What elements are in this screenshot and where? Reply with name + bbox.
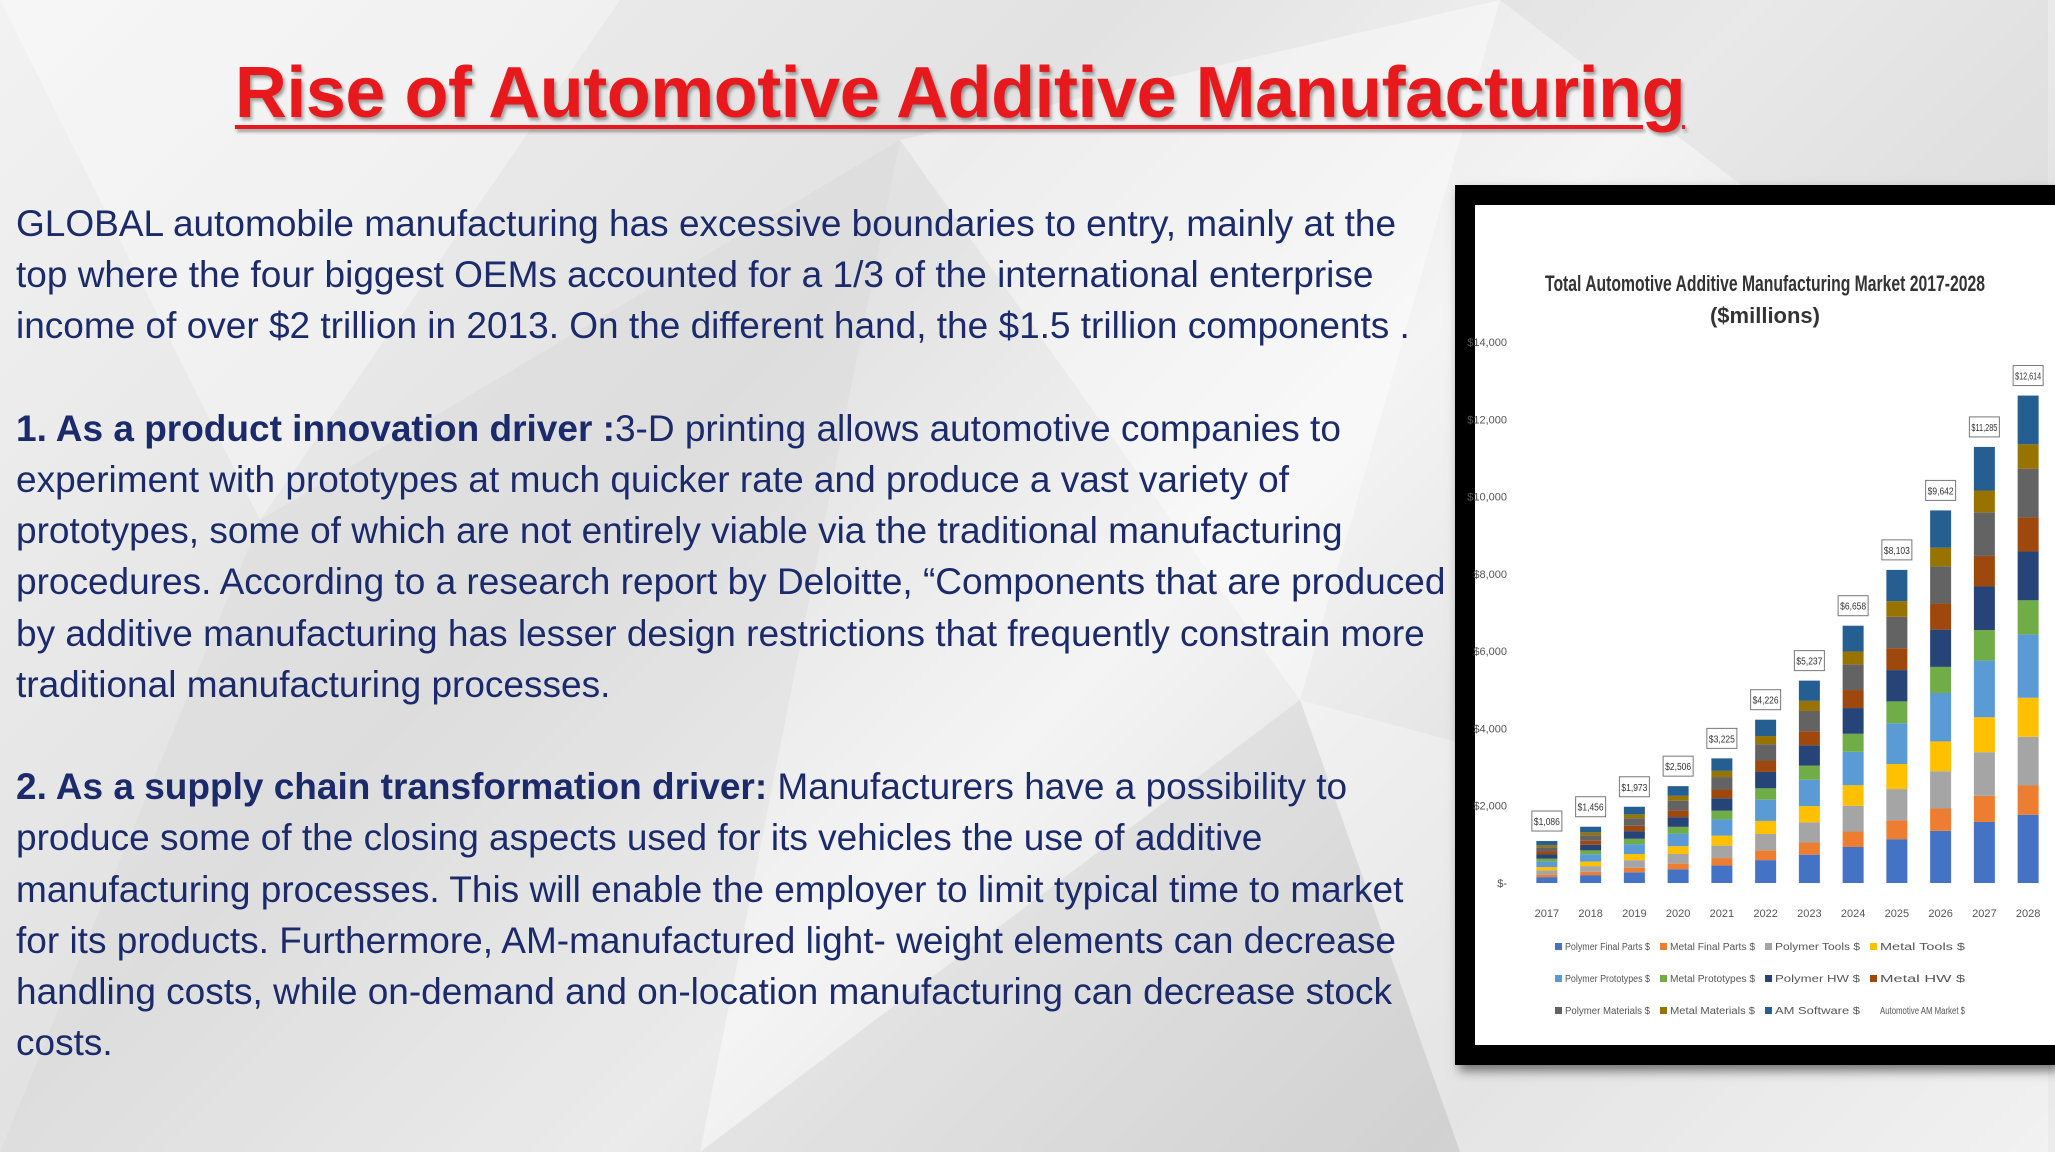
bar-segment [1930, 604, 1951, 630]
bar-segment [1886, 723, 1907, 764]
slide-body [16, 198, 1456, 1068]
bar-segment [1755, 761, 1776, 772]
bar-segment [1843, 651, 1864, 664]
bar-segment [1799, 701, 1820, 711]
legend-swatch [1555, 943, 1562, 950]
bar-segment [1974, 512, 1995, 556]
value-label: $1,973 [1621, 782, 1648, 794]
y-tick-label: $10,000 [1467, 491, 1507, 504]
bar-segment [1624, 839, 1645, 844]
legend-swatch [1555, 1007, 1562, 1014]
bar-segment [1711, 777, 1732, 789]
x-tick-label: 2022 [1753, 908, 1778, 920]
bar-segment [1580, 850, 1601, 854]
bar-segment [1799, 731, 1820, 745]
bar-segment [1974, 447, 1995, 491]
bar-segment [1930, 693, 1951, 741]
bar-segment [2018, 786, 2039, 815]
bar-segment [1843, 752, 1864, 785]
bar-segment [1843, 806, 1864, 832]
bar-segment [1755, 800, 1776, 821]
bar-segment [1711, 811, 1732, 820]
bar-segment [2018, 600, 2039, 634]
bar-segment [1580, 854, 1601, 861]
bar-segment [1711, 866, 1732, 883]
bar-segment [1668, 854, 1689, 864]
bar-segment [2018, 737, 2039, 786]
bar-segment [1668, 801, 1689, 811]
bar-segment [1668, 869, 1689, 883]
value-label: $1,086 [1533, 817, 1561, 829]
bar-segment [1536, 877, 1557, 883]
legend-swatch [1870, 975, 1877, 982]
bar-segment [1843, 734, 1864, 752]
bar-segment [2018, 634, 2039, 697]
legend-swatch [1660, 975, 1667, 982]
bar-segment [1668, 810, 1689, 817]
point-1-paragraph [16, 403, 1456, 710]
bar-segment [1799, 822, 1820, 842]
legend-swatch [1765, 1007, 1772, 1014]
bar-segment [1930, 548, 1951, 567]
x-tick-label: 2017 [1534, 908, 1560, 920]
bar-segment [1799, 780, 1820, 806]
bar-segment [1711, 858, 1732, 865]
y-axis [1467, 337, 1507, 890]
x-tick-label: 2024 [1840, 908, 1866, 920]
bar-segment [1711, 771, 1732, 777]
bar-segment [1930, 510, 1951, 547]
bar-segment [1624, 860, 1645, 868]
chart-image [1467, 205, 2055, 1045]
bar-segment [1930, 667, 1951, 693]
bar-segment [1799, 806, 1820, 822]
bar-segment [2018, 469, 2039, 518]
legend-label: Polymer Materials $ [1565, 1006, 1651, 1017]
legend-label: Metal Tools $ [1880, 942, 1966, 953]
value-label: $1,456 [1577, 802, 1604, 814]
bar-segment [1580, 875, 1601, 883]
bar-segment [1974, 717, 1995, 752]
bar-segment [1580, 862, 1601, 867]
legend-swatch [1555, 975, 1562, 982]
y-tick-label: $14,000 [1467, 337, 1507, 349]
bar-segment [1755, 821, 1776, 834]
bar-segment [1580, 866, 1601, 872]
bar-segment [1930, 771, 1951, 808]
bar-segment [1668, 817, 1689, 827]
bar-segment [1843, 708, 1864, 734]
bar-segment [1755, 720, 1776, 736]
bar-segment [1886, 648, 1907, 670]
bar-segment [1886, 570, 1907, 601]
point-1-heading: 1. As a product innovation driver : [16, 407, 615, 449]
point-2-paragraph [16, 761, 1456, 1068]
bar-segment [1536, 859, 1557, 862]
bar-segment [1974, 796, 1995, 822]
bar-segment [1799, 681, 1820, 701]
x-tick-label: 2021 [1709, 908, 1735, 920]
bar-segment [1624, 826, 1645, 831]
y-tick-label: $- [1497, 878, 1507, 890]
bar-segment [2018, 396, 2039, 445]
bar-segment [1974, 556, 1995, 587]
bar-segment [2018, 815, 2039, 883]
y-tick-label: $6,000 [1473, 646, 1507, 659]
legend-label: Polymer Tools $ [1775, 942, 1861, 953]
bar-segment [1755, 788, 1776, 799]
bar-segment [1624, 807, 1645, 815]
bar-segment [1580, 841, 1601, 845]
y-tick-label: $12,000 [1467, 414, 1507, 427]
bar-segment [1668, 846, 1689, 854]
legend-swatch [1660, 943, 1667, 950]
bar-segment [1843, 664, 1864, 690]
x-axis [1535, 908, 2041, 920]
bar-segment [1668, 827, 1689, 834]
chart-legend [1555, 942, 1966, 1017]
legend-label: Polymer Final Parts $ [1565, 942, 1651, 953]
legend-label: Metal Prototypes $ [1670, 974, 1756, 985]
x-tick-label: 2025 [1884, 908, 1910, 920]
bar-segment [1711, 846, 1732, 858]
bar-segment [1755, 860, 1776, 883]
bar-segment [1974, 661, 1995, 718]
x-tick-label: 2027 [1972, 908, 1997, 920]
x-tick-label: 2018 [1578, 908, 1603, 920]
bar-segment [1536, 854, 1557, 858]
x-tick-label: 2026 [1928, 908, 1953, 920]
intro-paragraph: GLOBAL automobile manufacturing has excessive boundaries to entry, mainly at the top where the four biggest OEMs accounted for a 1/3 of the international enterprise income of over $2 trillion in 2013. On the different hand, the $1.5 trillion components . [16, 203, 1410, 347]
bar-segment [1536, 875, 1557, 878]
bar-segment [1799, 711, 1820, 731]
bar-segment [2018, 444, 2039, 468]
bar-segment [1974, 630, 1995, 661]
bar-segment [1580, 827, 1601, 833]
bar-segment [1974, 586, 1995, 630]
bar-segment [1711, 790, 1732, 799]
legend-label: Metal Materials $ [1670, 1006, 1756, 1017]
bar-segment [1843, 626, 1864, 652]
legend-label: Automotive AM Market $ [1880, 1006, 1966, 1017]
bar-segment [1624, 818, 1645, 826]
legend-label: Metal HW $ [1880, 974, 1966, 985]
bar-segment [1930, 741, 1951, 771]
point-2-text: Manufacturers have a possibility to produce some of the closing aspects used for its vehicles the use of additive manufacturing processes. This will enable the employer to limit typical time to market for its products. Furthermore, AM-manufactured light- weight elements can decrease handling costs, while on-demand and on-location manufacturing can decrease stock costs. [16, 766, 1404, 1064]
bar-segment [1624, 831, 1645, 839]
bar-segment [1843, 785, 1864, 806]
bar-segment [1668, 786, 1689, 796]
bar-segment [1711, 836, 1732, 846]
bar-segment [2018, 552, 2039, 601]
bar-segment [1886, 701, 1907, 723]
bar-segment [1711, 819, 1732, 835]
bar-segment [1799, 766, 1820, 780]
bar-segment [1755, 850, 1776, 860]
bar-segment [1799, 855, 1820, 883]
value-label: $5,237 [1796, 656, 1823, 668]
market-bar-chart [1467, 205, 2055, 1045]
bar-segment [1974, 822, 1995, 883]
bar-segment [1624, 868, 1645, 873]
bar-segment [1536, 870, 1557, 874]
chart-subtitle: ($millions) [1709, 303, 1821, 328]
bar-segment [1755, 772, 1776, 788]
bar-segment [1624, 814, 1645, 818]
value-label: $8,103 [1883, 545, 1911, 557]
bar-segment [1580, 872, 1601, 875]
bar-segment [1536, 841, 1557, 845]
bar-segment [1668, 864, 1689, 870]
bar-segment [1755, 744, 1776, 760]
legend-label: AM Software $ [1775, 1006, 1861, 1017]
bar-segment [1799, 745, 1820, 765]
legend-label: Polymer HW $ [1775, 974, 1861, 985]
value-label: $3,225 [1708, 734, 1736, 746]
bar-segment [1711, 798, 1732, 810]
bar-segment [1886, 764, 1907, 789]
point-1-text: 3-D printing allows automotive companies to experiment with prototypes at much quicker rate and produce a vast variety of prototypes, some of which are not entirely viable via the traditional manufacturing procedures. According to a research report by Deloitte, “Components that are produced by additive manufacturing has lesser design restrictions that frequently constrain more traditional manufacturing processes. [16, 407, 1446, 705]
bar-segment [1536, 867, 1557, 870]
bar-segment [1755, 834, 1776, 850]
x-tick-label: 2019 [1622, 908, 1647, 920]
bar-segment [1930, 566, 1951, 603]
bar-segment [1668, 834, 1689, 847]
value-label: $2,506 [1665, 762, 1692, 774]
bar-segment [1843, 847, 1864, 883]
y-tick-label: $4,000 [1473, 723, 1507, 736]
legend-label: Polymer Prototypes $ [1565, 974, 1651, 985]
legend-swatch [1765, 943, 1772, 950]
slide-title: Rise of Automotive Additive Manufacturing [234, 53, 1686, 133]
legend-label: Metal Final Parts $ [1670, 942, 1756, 953]
bar-segment [1930, 630, 1951, 667]
x-tick-label: 2023 [1797, 908, 1822, 920]
bar-segment [1624, 854, 1645, 860]
bar-segment [1886, 839, 1907, 883]
bar-segment [2018, 517, 2039, 551]
bar-segment [1755, 736, 1776, 744]
legend-swatch [1765, 975, 1772, 982]
y-tick-label: $8,000 [1473, 568, 1507, 581]
x-tick-label: 2020 [1665, 908, 1691, 920]
point-2-heading: 2. As a supply chain transformation driver: [16, 766, 768, 808]
bar-segment [1536, 862, 1557, 867]
bar-segment [1580, 845, 1601, 851]
value-label: $9,642 [1927, 486, 1954, 498]
bar-segment [1886, 601, 1907, 617]
bar-segment [1536, 852, 1557, 855]
chart-image-frame [1455, 185, 2055, 1065]
value-label: $6,658 [1840, 601, 1867, 613]
bar-segment [1536, 845, 1557, 847]
chart-title: Total Automotive Additive Manufacturing Market 2017-2028 [1545, 271, 1985, 296]
value-label: $12,614 [2015, 371, 2042, 383]
bar-segment [1843, 690, 1864, 708]
bar-segment [1930, 831, 1951, 883]
bars-group [1532, 366, 2043, 883]
bar-segment [1668, 796, 1689, 801]
bar-segment [1711, 758, 1732, 770]
bar-segment [1580, 835, 1601, 841]
bar-segment [1974, 491, 1995, 513]
bar-segment [1886, 617, 1907, 648]
bar-segment [1930, 808, 1951, 830]
bar-segment [1886, 820, 1907, 839]
bar-segment [1886, 789, 1907, 820]
bar-segment [1799, 843, 1820, 855]
y-tick-label: $2,000 [1473, 800, 1507, 813]
bar-segment [1843, 832, 1864, 847]
bar-segment [1580, 832, 1601, 835]
bar-segment [1624, 872, 1645, 883]
bar-segment [1536, 847, 1557, 851]
bar-segment [1624, 844, 1645, 854]
legend-swatch [1870, 943, 1877, 950]
value-label: $11,285 [1971, 422, 1998, 434]
bar-segment [2018, 698, 2039, 737]
value-label: $4,226 [1752, 695, 1779, 707]
bar-segment [1974, 752, 1995, 796]
x-tick-label: 2028 [2015, 908, 2041, 920]
legend-swatch [1660, 1007, 1667, 1014]
bar-segment [1886, 670, 1907, 701]
